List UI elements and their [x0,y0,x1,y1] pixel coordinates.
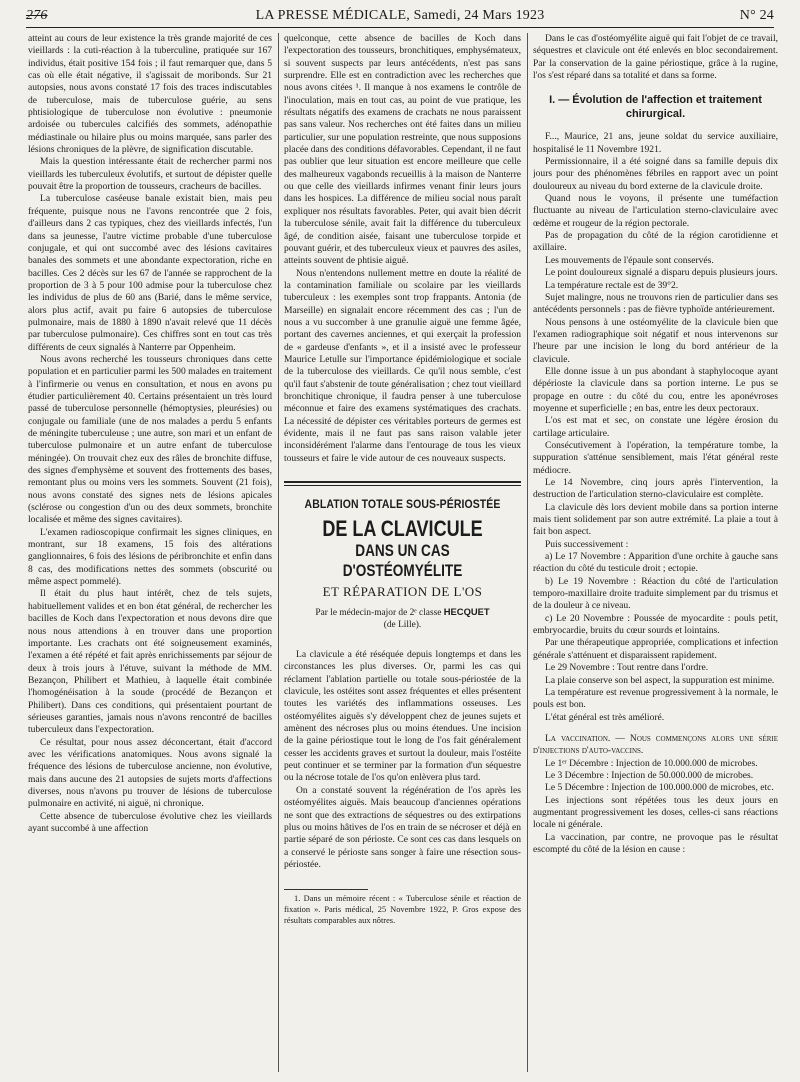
paragraph: Par une thérapeutique appropriée, complications et infection générale s'atténuent et disparaissent rapidement. [533,637,778,661]
paragraph: Quand nous le voyons, il présente une tuméfaction fluctuante au niveau de l'articulation sterno-claviculaire avec œdème et rougeur de la région pectorale. [533,193,778,229]
paragraph: F..., Maurice, 21 ans, jeune soldat du service auxiliaire, hospitalisé le 11 Novembre 1921. [533,131,778,155]
paragraph: L'examen radioscopique confirmait les signes cliniques, en montrant, sur 18 examens, 15 fois des altérations ganglionnaires, 6 fois des lésions de péribronchite et enfin dans 8 cas, des modifications nettes des sommets (obscurité ou même aspect pommelé). [28,526,272,588]
paragraph: La vaccination, par contre, ne provoque pas le résultat escompté du côté de la lésion en cause : [533,831,778,855]
section-title: Évolution de l'affection et traitement chirurgical. [572,94,762,120]
footnote-rule [284,889,368,890]
byline-prefix: Par le médecin-major de 2ᵉ classe [315,608,442,619]
paragraph: Le point douloureux signalé a disparu depuis plusieurs jours. [545,267,778,279]
column-right [533,33,778,1074]
paragraph: Sujet malingre, nous ne trouvons rien de particulier dans ses antécédents personnels : pas de fièvre typhoïde antérieurement. [533,291,778,316]
paragraph: Mais la question intéressante était de rechercher parmi nos vieillards les tuberculeux évolutifs, et surtout de dépister quelle pouvait être la proportion de tousseurs, cracheurs de bacilles. [28,156,272,193]
paragraph: La vaccination. — Nous commençons alors une série d'injections d'auto-vaccins. [533,732,778,757]
paragraph: Les injections sont répétées tous les deux jours en augmentant progressivement les doses, celles-ci sans réactions locale ni générale. [533,794,778,831]
paragraph: Les mouvements de l'épaule sont conservés. [545,254,714,266]
paragraph: quelconque, cette absence de bacilles de Koch dans l'expectoration des tousseurs, bronchitiques, emphysémateux, si souvent suspects par leurs antécédents, n'est pas sans surprendre. Elle est en contradiction avec les recherches que nous avons citées ¹. Il manque à nos examens le contrôle de l'inoculation, mais en tout cas, au point de vue pratique, les résultats négatifs des examens de crachats ne nous paraissent pas sans valeur. Nos recherches ont été faites dans un milieu particulier, sur une population restreinte, que nous supposions placée dans des conditions défavorables. Cependant, il ne faut pas oublier que leur situation est encore meilleure que celle des malheureux vagabonds recueillis à la maison de Nanterre ou que celle des vieillards infirmes venant finir leurs jours dans les hospices. La différence de milieu social nous paraît expliquer nos résultats favorables. Peter, qui avait bien décrit la tuberculose sénile, avait fait la différence du tuberculeux âgé, de condition aisée, faisant une tuberculose torpide et pouvant guérir, et des tuberculeux vieux et pauvres des asiles, atteints souvent de phtisie aiguë. [284,33,521,267]
section-heading [533,94,778,121]
paragraph: On a constaté souvent la régénération de l'os après les ostéomyélites aiguës. Mais beaucoup d'anciennes opérations ne sont que des extractions de séquestres ou des extirpations plus ou moins hâtives de l'os en train de se nécroser et déjà en partie séparé de son périoste. Ce sont ces cas dans lesquels on a conservé le périoste sans songer à faire une résection sous-périostée. [284,784,521,870]
paragraph: Permissionnaire, il a été soigné dans sa famille depuis dix jours pour des phénomènes fébriles en rapport avec un point douloureux au niveau du bord externe de la clavicule droite. [533,156,778,192]
article-subtitle: DANS UN CAS D'OSTÉOMYÉLITE [342,541,463,581]
footnote: 1. Dans un mémoire récent : « Tuberculose sénile et réaction de fixation ». Paris médical, 25 Novembre 1922, P. Gros expose des résultats comparables aux nôtres. [284,894,521,925]
paragraph: Consécutivement à l'opération, la température tombe, la suppuration s'atténue sensiblement, mais l'état général reste médiocre. [533,439,778,476]
heading-rule [284,481,521,483]
section-number: I. — [549,94,570,107]
column-middle [284,33,521,1074]
paragraph: La plaie conserve son bel aspect, la suppuration est minime. [545,674,775,686]
paragraph: Elle donne issue à un pus abondant à staphylocoque ayant dépérioste la clavicule dans sa portion interne. Le pus se propage en outre : du côté du cou, entre les aponévroses moyenne et superficielle ; en bas, entre les deux pectoraux. [533,365,778,414]
paragraph: Le 14 Novembre, cinq jours après l'intervention, la destruction de l'articulation sterno-claviculaire est complète. [533,477,778,501]
paragraph: Le 29 Novembre : Tout rentre dans l'ordre. [545,662,709,674]
author-location: (de Lille). [383,620,422,631]
paragraph: La température rectale est de 39°2. [545,279,679,291]
paragraph: Puis successivement : [545,538,629,550]
paragraph: Dans le cas d'ostéomyélite aiguë qui fait l'objet de ce travail, séquestres et clavicule ont été enlevés en bloc secondairement. Par la conservation de la gaine périostique, grâce à la rugine, l'os s'est réparé dans sa totalité et dans sa forme. [533,33,778,82]
heading-rule [284,485,521,486]
author-name: HECQUET [443,606,490,618]
publication-title: LA PRESSE MÉDICALE, Samedi, 24 Mars 1923 [255,8,545,23]
issue-number: N° 24 [739,8,774,23]
paragraph: Ce résultat, pour nous assez déconcertant, était d'accord avec les vérifications anatomiques. Nous avons signalé la fréquence des lésions de tuberculose ancienne, non évolutive, mais dans aucune des 21 autopsies de sujets morts d'affections diverses, nous n'avons pu trouver de lésions de tuberculose pulmonaire en activité, ni aiguë, ni chronique. [28,736,272,810]
column-rule-left [278,33,279,1072]
paragraph: L'état général est très amélioré. [545,711,665,723]
paragraph: Le 3 Décembre : Injection de 50.000.000 de microbes. [545,769,754,781]
spacer [533,724,778,733]
column-left [28,33,272,1074]
paragraph: a) Le 17 Novembre : Apparition d'une orchite à gauche sans réaction du côté du testicule droit ; ectopie. [533,551,778,575]
article-byline [284,606,521,619]
paragraph: c) Le 20 Novembre : Poussée de myocardite : pouls petit, embryocardie, bruits du cœur sourds et lointains. [533,612,778,637]
paragraph: Nous pensons à une ostéomyélite de la clavicule bien que l'examen radiographique soit négatif et nous intervenons sur l'heure par une incision le long du bord antérieur de la clavicule. [533,316,778,365]
article-subtitle-2: ET RÉPARATION DE L'OS [322,584,483,600]
paragraph: Il était du plus haut intérêt, chez de tels sujets, habituellement valides et en bon état général, de rechercher les bacilles de Koch dans l'expectoration et nous devons dire que nous nous attendions à en trouver dans une proportion importante. Les crachats ont été soigneusement examinés, l'examen a été répété et fait après enrichissements par séjour de deux à trois jours à l'étuve, suivant la méthode de MM. Bezançon, Philibert et Mathieu, à laquelle était combinée l'homogénéisation à la soude (procédé de Bezançon et Philibert). Dans ces conditions, qui présentaient pourtant de sérieuses garanties, jamais nous n'avons rencontré de bacilles tuberculeux dans l'expectoration. [28,588,272,736]
paragraph: Nous n'entendons nullement mettre en doute la réalité de la contamination familiale ou scolaire par les vieillards tuberculeux : les exemples sont trop frappants. Antonia (de Marseille) en signalait encore récemment des cas ; l'un de nous a vu succomber à une granulie aiguë une femme âgée, portant des cavernes anciennes, et qui exerçait la profession de « gardeuse d'enfants », et il a insisté avec le professeur Maurice Letulle sur l'importance épidémiologique et sociale de la tuberculose des vieillards. Ce qu'il nous semble, c'est qu'il faut s'abstenir de toute généralisation ; chez tout vieillard bronchitique chronique, il faudra penser à une tuberculose méconnue et faire des examens systématiques des crachats. La nécessité de dépister ces véritables porteurs de germes est évidente, mais il ne faut pas sans raison valable jeter inconsidérément l'alarme dans l'entourage de tous les vieux tousseurs et faire le vide autour de ces nouveaux suspects. [284,267,521,464]
paragraph: La clavicule dès lors devient mobile dans sa portion interne mais tient solidement par son autre extrémité. La plaie a tout à fait bon aspect. [533,501,778,538]
paragraph: La clavicule a été réséquée depuis longtemps et dans les circonstances les plus diverses. Or, parmi les cas qui réclament l'ablation partielle ou totale sous-périostée de la clavicule, les ostéites sont assez fréquentes et elles présentent toutes les variétés des inflammations osseuses. Les ostéomyélites aiguës s'y développent chez de jeunes sujets et amènent des nécroses plus ou moins étendues. Une incision de la gaine périostique tout le long de l'os fait généralement cesser les accidents graves et surtout la douleur, mais l'ostéite peut continuer et se terminer par la formation d'un séquestre ou la nécrose totale de l'os qu'on enlèvera plus tard. [284,649,521,784]
column-rule-right [527,33,528,1072]
paragraph: Nous avons recherché les tousseurs chroniques dans cette population et en particulier parmi les 500 malades en traitement à l'infirmerie ou venus en consultation, et nous en avons pu étudier particulièrement 40. Certains présentaient un très lourd passé de tuberculose personnelle (hémoptysies, pleurésies) ou conjugale ou familiale (une de nos malades a perdu 5 enfants de méningite tuberculeuse ; une autre, son mari et un enfant de tuberculose pulmonaire et un autre enfant de tuberculose méningée). On trouvait chez eux des râles de bronchite diffuse, des signes d'emphysème et souvent des frottements des bases, remontant plus ou moins vers les sommets. Souvent (21 fois), nous avons constaté des signes nets de lésions apicales (sclérose ou congestion d'un ou des deux sommets, bronchite localisée et même des signes cavitaires). [28,353,272,526]
article-title: DE LA CLAVICULE [322,516,483,542]
paragraph: Pas de propagation du côté de la région carotidienne et axillaire. [533,230,778,254]
paragraph: Le 1ᵉʳ Décembre : Injection de 10.000.000 de microbes. [545,757,758,769]
article-kicker: ABLATION TOTALE SOUS-PÉRIOSTÉE [304,497,501,512]
article-heading [284,481,521,631]
paragraph: La température est revenue progressivement à la normale, le pouls est bon. [533,686,778,711]
paragraph: Cette absence de tuberculose évolutive chez les vieillards ayant succombé à une affection [28,810,272,834]
running-header [26,5,774,28]
page-number: 276 [26,8,48,23]
paragraph: L'os est mat et sec, on constate une légère érosion du cartilage articulaire. [533,415,778,439]
paragraph: La tuberculose caséeuse banale existait bien, mais peu fréquente, puisque nous ne l'avons rencontrée que 2 fois, d'ailleurs dans 2 cas typiques, chez des vieillards infectés, l'un dans sa jeunesse, l'autre victime probable d'une tuberculose conjugale, et qui ont succombé avec des lésions cavitaires banales des sommets et une abondante expectoration, riche en bacilles. Ces 2 décès sur les 67 de l'année se rapprochent de la proportion de 3 à 5 pour 100 admise pour la tuberculose chez les individus de plus de 60 ans (Barié, dans le même service, alors plus actif, avait pu faire 6 autopsies de tuberculose pulmonaire, mais de 1880 à 1890 n'avait relevé que 11 décès par tuberculose pulmonaire). Ces chiffres sont en tout cas très différents de ceux signalés à Nanterre par Oppenheim. [28,193,272,353]
paragraph: atteint au cours de leur existence la très grande majorité de ces vieillards : la cuti-réaction à la tuberculine, pratiquée sur 167 individus, était positive 154 fois ; il faut remarquer que, dans 5 cas où elle était négative, il s'agissait de moribonds. Sur 21 autopsies, nous avons constaté 17 fois des traces indiscutables de tuberculose, mais de tuberculose guérie, au sens phtisiologique de tuberculose non évolutive : pneumonie ardoisée ou tubercules calcifiés des sommets, adénopathie médiastinale ou hilaire plus ou moins marquée, sans parler des lésions chroniques de la plèvre, de signification discutable. [28,33,272,156]
paragraph: b) Le 19 Novembre : Réaction du côté de l'articulation temporo-maxillaire droite traduite simplement par du trismus et de la douleur à ce niveau. [533,575,778,612]
paragraph: Le 5 Décembre : Injection de 100.000.000 de microbes, etc. [545,782,774,794]
